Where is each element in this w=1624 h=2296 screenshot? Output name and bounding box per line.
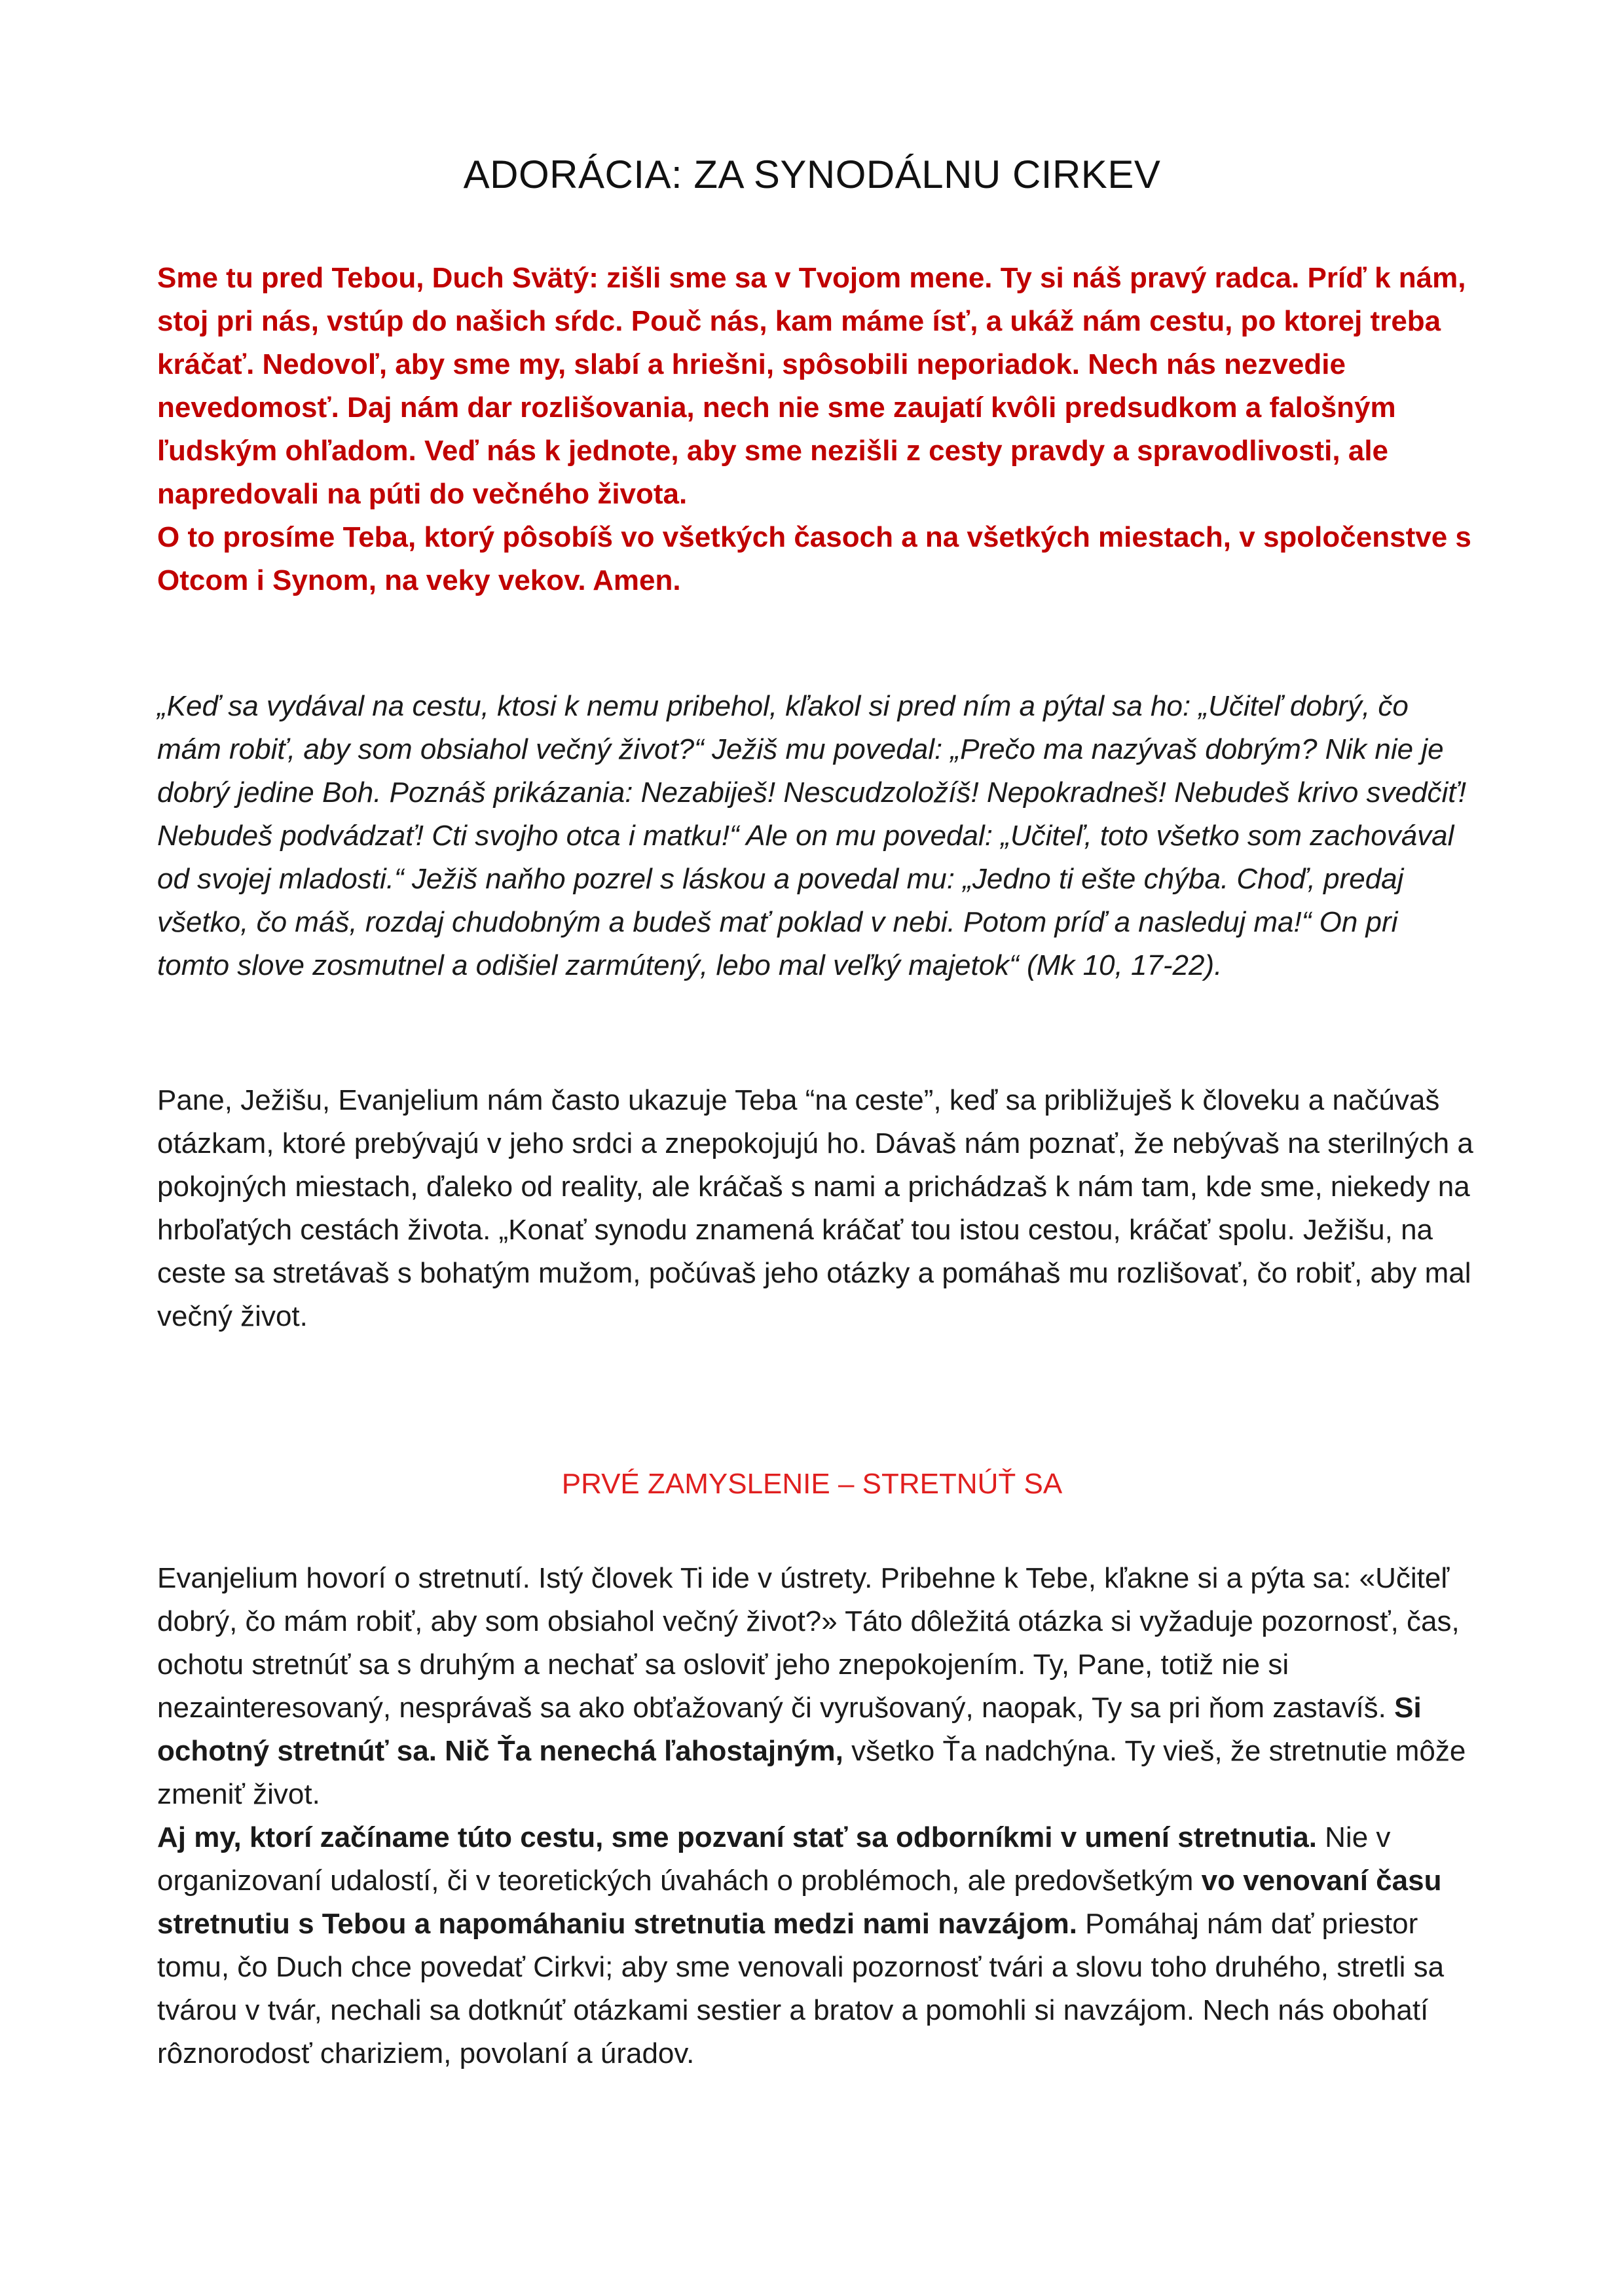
reflection-text: všetko Ťa nadchýna. Ty vieš, že stretnutie môže zmeniť život. [157,1735,1466,1810]
reflection-text: Pomáhaj nám dať priestor tomu, čo Duch chce povedať Cirkvi; aby sme venovali pozornosť tvári a slovu toho druhého, stretli sa tvárou v tvár, nechali sa dotknúť otázkami sestier a bratov a pomohli si navzájom. Nech nás obohatí rôznorodosť chariziem, povolaní a úradov. [157,1908,1445,2069]
reflection-emphasis: Aj my, ktorí začíname túto cestu, sme pozvaní stať sa odborníkmi v umení stretnutia. [157,1821,1317,1853]
section-heading: PRVÉ ZAMYSLENIE – STRETNÚŤ SA [561,1468,1063,1500]
prayer-paragraph-closing: O to prosíme Teba, ktorý pôsobíš vo všetkých časoch a na všetkých miestach, v spoločenstve s Otcom i Synom, na veky vekov. Amen. [157,521,1471,596]
intro-paragraph: Pane, Ježišu, Evanjelium nám často ukazuje Teba “na ceste”, keď sa približuješ k človeku a načúvaš otázkam, ktoré prebývajú v jeho srdci a znepokojujú ho. Dávaš nám poznať, že nebývaš na sterilných a pokojných miestach, ďaleko od reality, ale kráčaš s nami a prichádzaš k nám tam, kde sme, niekedy na hrboľatých cestách života. „Konať synodu znamená kráčať tou istou cestou, kráčať spolu. Ježišu, na ceste sa stretávaš s bohatým mužom, počúvaš jeho otázky a pomáhaš mu rozlišovať, čo robiť, aby mal večný život. [157,1084,1473,1332]
prayer-paragraph: Sme tu pred Tebou, Duch Svätý: zišli sme sa v Tvojom mene. Ty si náš pravý radca. Príď k nám, stoj pri nás, vstúp do našich sŕdc. Pouč nás, kam máme ísť, a ukáž nám cestu, po ktorej treba kráčať. Nedovoľ, aby sme my, slabí a hriešni, spôsobili neporiadok. Nech nás nezvedie nevedomosť. Daj nám dar rozlišovania, nech nie sme zaujatí kvôli predsudkom a falošným ľudským ohľadom. Veď nás k jednote, aby sme nezišli z cesty pravdy a spravodlivosti, ale napredovali na púti do večného života. [157,262,1466,510]
reflection-paragraph [157,1557,1473,2075]
page-title: ADORÁCIA: ZA SYNODÁLNU CIRKEV [463,153,1161,196]
reflection-emphasis: vo venovaní času stretnutiu s Tebou a napomáhaniu stretnutia medzi nami navzájom. [157,1865,1442,1940]
reflection-emphasis: Si ochotný stretnúť sa. Nič Ťa nenechá ľahostajným, [157,1692,1422,1767]
reflection-text: Nie v organizovaní udalostí, či v teoretických úvahách o problémoch, ale predovšetkým [157,1821,1391,1897]
opening-prayer [157,257,1473,602]
reflection-text: Evanjelium hovorí o stretnutí. Istý človek Ti ide v ústrety. Pribehne k Tebe, kľakne si a pýta sa: «Učiteľ dobrý, čo mám robiť, aby som obsiahol večný život?» Táto dôležitá otázka si vyžaduje pozornosť, čas, ochotu stretnúť sa s druhým a nechať sa osloviť jeho znepokojením. Ty, Pane, totiž nie si nezainteresovaný, nesprávaš sa ako obťažovaný či vyrušovaný, naopak, Ty sa pri ňom zastavíš. [157,1562,1460,1724]
gospel-quote: „Keď sa vydával na cestu, ktosi k nemu pribehol, kľakol si pred ním a pýtal sa ho: „Učiteľ dobrý, čo mám robiť, aby som obsiahol večný život?“ Ježiš mu povedal: „Prečo ma nazývaš dobrým? Nik nie je dobrý jedine Boh. Poznáš prikázania: Nezabiješ! Nescudzoložíš! Nepokradneš! Nebudeš krivo svedčiť! Nebudeš podvádzať! Cti svojho otca i matku!“ Ale on mu povedal: „Učiteľ, toto všetko som zachovával od svojej mladosti.“ Ježiš naňho pozrel s láskou a povedal mu: „Jedno ti ešte chýba. Choď, predaj všetko, čo máš, rozdaj chudobným a budeš mať poklad v nebi. Potom príď a nasleduj ma!“ On pri tomto slove zosmutnel a odišiel zarmútený, lebo mal veľký majetok“ (Mk 10, 17-22). [157,690,1467,981]
